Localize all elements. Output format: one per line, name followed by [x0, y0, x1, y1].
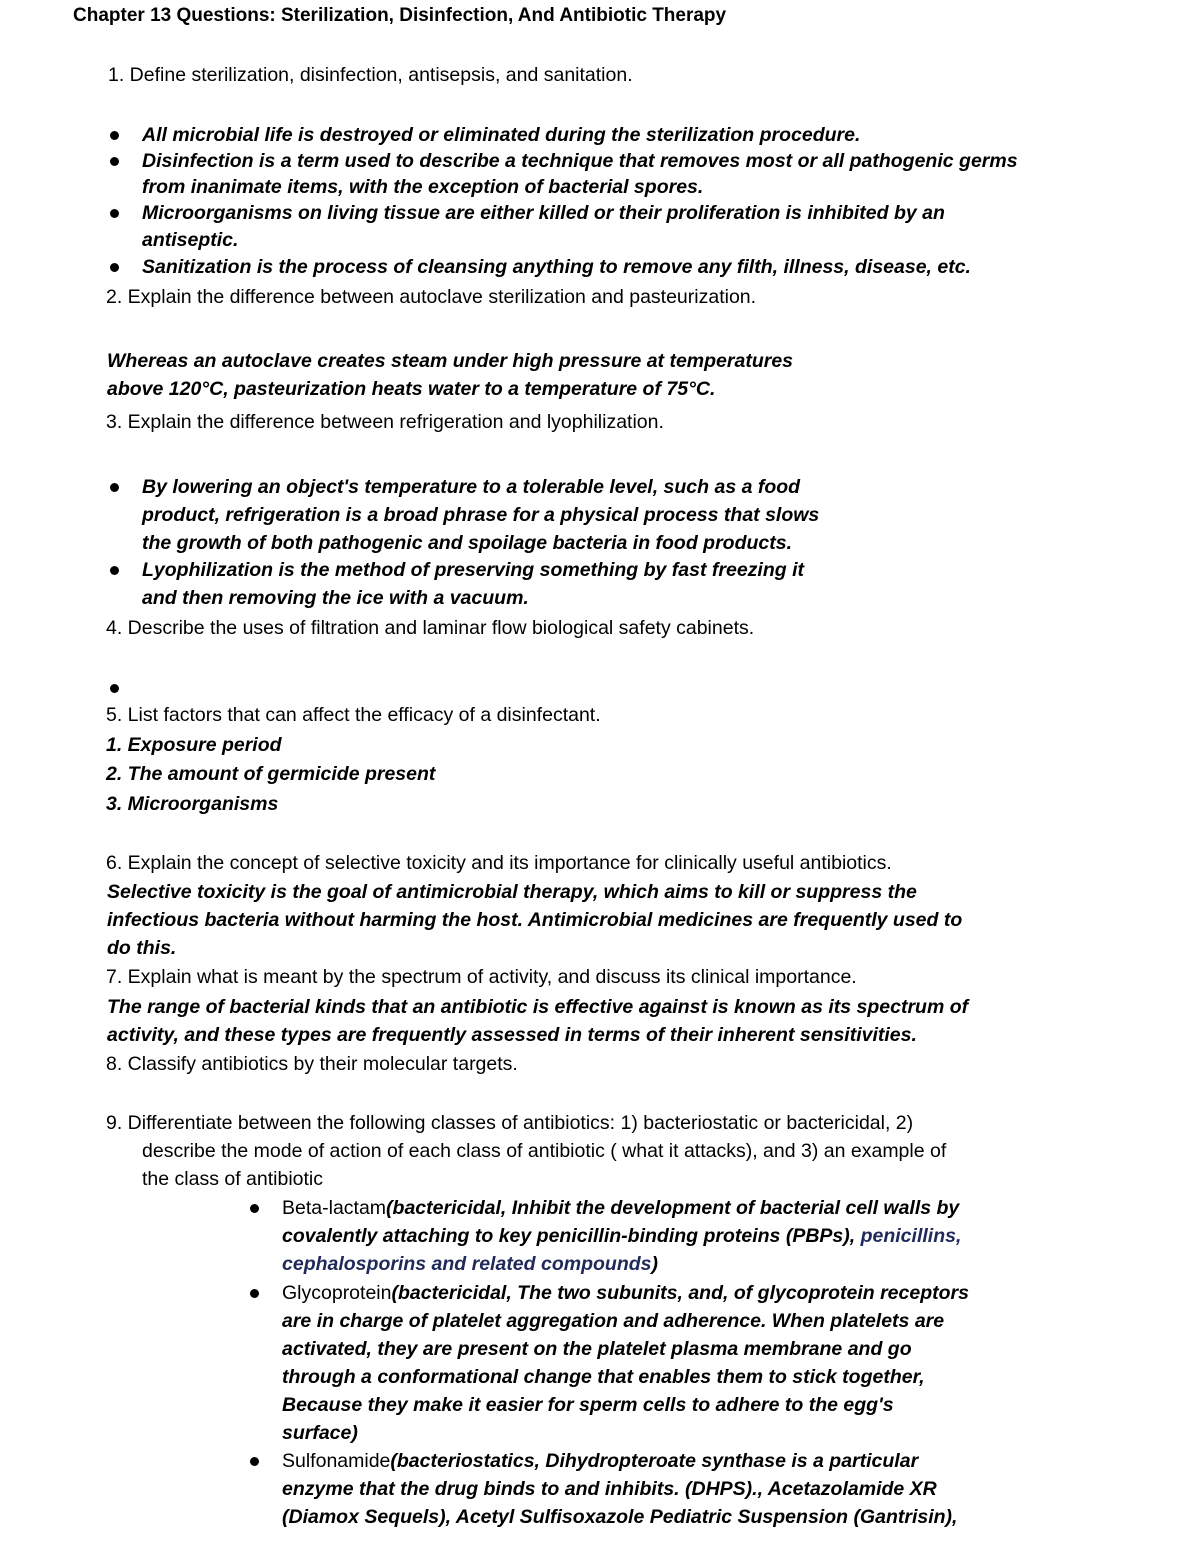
question-8: 8. Classify antibiotics by their molecular targets. — [106, 1053, 518, 1075]
answer-1-bullet-3-line-1: Microorganisms on living tissue are either killed or their proliferation is inhibited by an — [142, 202, 945, 224]
beta-lactam-line-1 — [282, 1199, 959, 1219]
class-name-glycoprotein: Glycoprotein — [282, 1282, 392, 1304]
class-name-sulfonamide: Sulfonamide — [282, 1450, 391, 1472]
glycoprotein-desc-1: (bactericidal, The two subunits, and, of glycoprotein receptors — [391, 1282, 969, 1304]
beta-lactam-example-1: penicillins, — [860, 1225, 962, 1247]
glycoprotein-line-1 — [282, 1284, 969, 1304]
answer-3-bullet-1-line-1: By lowering an object's temperature to a tolerable level, such as a food — [142, 476, 801, 498]
sulfonamide-desc-1: (bacteriostatics, Dihydropteroate synthase is a particular — [390, 1450, 919, 1472]
beta-lactam-line-3 — [282, 1255, 658, 1275]
factor-2: 2. The amount of germicide present — [106, 763, 436, 785]
answer-3-bullet-2-line-1: Lyophilization is the method of preserving something by fast freezing it — [142, 559, 804, 581]
answer-6-line-1: Selective toxicity is the goal of antimicrobial therapy, which aims to kill or suppress the — [107, 881, 917, 903]
sulfonamide-line-1 — [282, 1452, 918, 1472]
glycoprotein-line-3: activated, they are present on the platelet plasma membrane and go — [282, 1338, 912, 1360]
bullet-icon — [110, 263, 119, 272]
page-title: Chapter 13 Questions: Sterilization, Disinfection, And Antibiotic Therapy — [73, 5, 727, 26]
beta-lactam-close: ) — [651, 1253, 658, 1275]
bullet-icon — [250, 1204, 259, 1213]
sulfonamide-line-2: enzyme that the drug binds to and inhibits. (DHPS)., Acetazolamide XR — [282, 1478, 937, 1500]
answer-1-bullet-1: All microbial life is destroyed or eliminated during the sterilization procedure. — [142, 124, 861, 146]
question-7: 7. Explain what is meant by the spectrum of activity, and discuss its clinical importance. — [106, 966, 857, 988]
question-6: 6. Explain the concept of selective toxicity and its importance for clinically useful antibiotics. — [106, 852, 892, 874]
beta-lactam-example-2: cephalosporins and related compounds — [282, 1253, 652, 1275]
bullet-icon — [110, 209, 119, 218]
bullet-icon — [110, 157, 119, 166]
beta-lactam-desc-2: covalently attaching to key penicillin-binding proteins (PBPs), — [282, 1225, 861, 1247]
answer-1-bullet-2-line-1: Disinfection is a term used to describe a technique that removes most or all pathogenic germs — [142, 150, 1018, 172]
answer-1-bullet-4: Sanitization is the process of cleansing anything to remove any filth, illness, disease, etc. — [142, 256, 971, 278]
factor-1: 1. Exposure period — [106, 734, 282, 756]
answer-1-bullet-3-line-2: antiseptic. — [142, 229, 239, 251]
glycoprotein-line-5: Because they make it easier for sperm cells to adhere to the egg's — [282, 1394, 894, 1416]
class-name-beta-lactam: Beta-lactam — [282, 1197, 387, 1219]
bullet-icon — [110, 566, 119, 575]
answer-7-line-1: The range of bacterial kinds that an antibiotic is effective against is known as its spectrum of — [107, 996, 969, 1018]
answer-7-line-2: activity, and these types are frequently assessed in terms of their inherent sensitivities. — [107, 1024, 917, 1046]
answer-6-line-2: infectious bacteria without harming the host. Antimicrobial medicines are frequently used to — [107, 909, 963, 931]
glycoprotein-line-4: through a conformational change that enables them to stick together, — [282, 1366, 925, 1388]
answer-2-line-2: above 120°C, pasteurization heats water to a temperature of 75°C. — [107, 378, 716, 400]
answer-3-bullet-2-line-2: and then removing the ice with a vacuum. — [142, 587, 529, 609]
question-1: 1. Define sterilization, disinfection, antisepsis, and sanitation. — [108, 64, 633, 86]
sulfonamide-line-3: (Diamox Sequels), Acetyl Sulfisoxazole Pediatric Suspension (Gantrisin), — [282, 1506, 958, 1528]
answer-2-line-1: Whereas an autoclave creates steam under high pressure at temperatures — [107, 350, 794, 372]
answer-3-bullet-1-line-2: product, refrigeration is a broad phrase for a physical process that slows — [142, 504, 820, 526]
factor-3: 3. Microorganisms — [106, 793, 279, 815]
bullet-icon — [110, 684, 119, 693]
answer-6-line-3: do this. — [107, 937, 177, 959]
bullet-icon — [250, 1457, 259, 1466]
bullet-icon — [250, 1289, 259, 1298]
question-4: 4. Describe the uses of filtration and laminar flow biological safety cabinets. — [106, 617, 755, 639]
question-9-line-2: describe the mode of action of each class of antibiotic ( what it attacks), and 3) an example of — [142, 1140, 947, 1162]
question-3: 3. Explain the difference between refrigeration and lyophilization. — [106, 411, 664, 433]
question-9-line-1: 9. Differentiate between the following classes of antibiotics: 1) bacteriostatic or bactericidal, 2) — [106, 1112, 914, 1134]
answer-3-bullet-1-line-3: the growth of both pathogenic and spoilage bacteria in food products. — [142, 532, 793, 554]
beta-lactam-line-2 — [282, 1227, 961, 1247]
bullet-icon — [110, 131, 119, 140]
answer-1-bullet-2-line-2: from inanimate items, with the exception of bacterial spores. — [142, 176, 704, 198]
question-5: 5. List factors that can affect the efficacy of a disinfectant. — [106, 704, 601, 726]
beta-lactam-desc-1: (bactericidal, Inhibit the development of bacterial cell walls by — [386, 1197, 960, 1219]
question-2: 2. Explain the difference between autoclave sterilization and pasteurization. — [106, 286, 757, 308]
question-9-line-3: the class of antibiotic — [142, 1168, 324, 1190]
bullet-icon — [110, 483, 119, 492]
glycoprotein-line-2: are in charge of platelet aggregation and adherence. When platelets are — [282, 1310, 945, 1332]
glycoprotein-line-6: surface) — [282, 1422, 358, 1444]
